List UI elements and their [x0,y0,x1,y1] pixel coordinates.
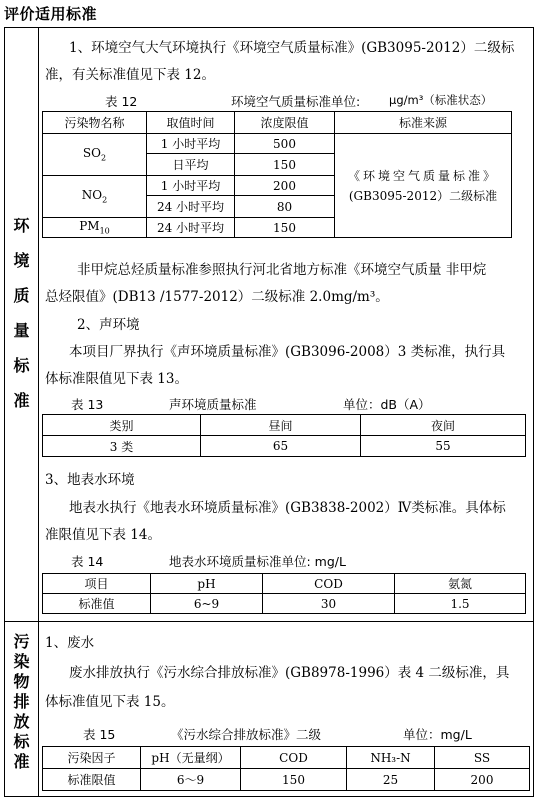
table15-cell: 25 [347,769,435,791]
table13-number: 表 13 [71,397,104,412]
table15-header: pH（无量纲） [141,747,241,769]
air-standard-paragraph-line1: 1、环境空气大气环境执行《环境空气质量标准》(GB3095-2012）二级标 [69,40,515,56]
table15-number: 表 15 [83,727,116,742]
sidebar-char: 境 [13,251,30,270]
table12-cell: 24 小时平均 [147,196,235,218]
table13-title: 声环境质量标准 [169,397,257,412]
table14-header: pH [151,574,263,594]
table15-cell: 200 [435,769,530,791]
table12-cell-so2: $SO_2$ [43,134,147,176]
table15-cell: 150 [241,769,347,791]
wastewater-paragraph-line2: 体标准值见下表 15。 [45,694,175,710]
wastewater-paragraph-line1: 废水排放执行《污水综合排放标准》(GB8978-1996）表 4 二级标准，具 [69,665,510,681]
nmhc-paragraph-line2: 总烃限值》(DB13 /1577-2012）二级标准 2.0mg/m³。 [45,289,389,305]
table13-header: 夜间 [361,415,526,436]
table13-noise-quality [42,414,526,457]
surface-water-paragraph-line2: 准限值见下表 14。 [45,527,161,543]
table12-cell: 500 [235,134,335,154]
table12-unit: μg/m³（标准状态） [389,93,493,107]
sidebar-char: 环 [13,216,30,235]
sidebar-char: 标 [13,732,30,751]
noise-paragraph-line2: 体标准限值见下表 13。 [45,371,188,387]
sidebar-char: 污 [13,632,30,651]
surface-water-heading: 3、地表水环境 [45,472,135,488]
nmhc-paragraph-line1: 非甲烷总烃质量标准参照执行河北省地方标准《环境空气质量 非甲烷 [77,262,487,278]
sidebar-char: 准 [13,391,30,410]
table12-cell: 日平均 [147,154,235,176]
noise-paragraph-line1: 本项目厂界执行《声环境质量标准》(GB3096-2008）3 类标准，执行具 [69,344,506,360]
table15-title: 《污水综合排放标准》二级 [171,727,322,742]
table14-surface-water [42,573,526,614]
table15-cell: 标准限值 [43,769,141,791]
table14-title: 地表水环境质量标准单位: mg/L [169,554,346,569]
air-standard-paragraph-line2: 准，有关标准值见下表 12。 [45,67,215,83]
table13-header: 类别 [43,415,201,436]
table13-cell: 55 [361,436,526,457]
table12-cell: 80 [235,196,335,218]
table12-air-quality [42,111,512,238]
table15-header: COD [241,747,347,769]
table15-cell: 6～9 [141,769,241,791]
sidebar-char: 排 [13,692,30,711]
env-quality-standard-label [5,218,38,409]
table14-cell: 标准值 [43,594,151,614]
table13-unit: 单位：dB（A） [343,397,431,412]
table15-header: 污染因子 [43,747,141,769]
sidebar-char: 量 [13,321,30,340]
table12-cell: 24 小时平均 [147,218,235,238]
surface-water-paragraph-line1: 地表水执行《地表水环境质量标准》(GB3838-2002）Ⅳ类标准。具体标 [69,500,506,516]
sidebar-char: 染 [13,652,30,671]
table12-source-cell [335,134,512,238]
table13-header: 昼间 [201,415,361,436]
page-title: 评价适用标准 [4,5,98,23]
sidebar-char: 质 [13,286,30,305]
table12-cell: 200 [235,176,335,196]
table15-header: SS [435,747,530,769]
table12-number: 表 12 [105,94,138,109]
table15-header: NH₃-N [347,747,435,769]
table14-header: COD [263,574,395,594]
section-divider [5,621,533,622]
pollutant-discharge-standard-label [5,634,38,770]
table14-header: 氨氮 [395,574,526,594]
table15-wastewater [42,746,530,791]
table14-cell: 30 [263,594,395,614]
sidebar-char: 标 [13,356,30,375]
table12-title: 环境空气质量标准单位: [231,94,361,109]
sidebar-char: 放 [13,712,30,731]
table15-unit: 单位：mg/L [403,727,472,742]
table12-header-limit: 浓度限值 [235,112,335,134]
table14-cell: 6~9 [151,594,263,614]
table12-source-line1: 《环境空气质量标准》 [347,168,498,183]
table14-number: 表 14 [71,554,104,569]
table12-cell-no2: $NO_2$ [43,176,147,218]
noise-heading: 2、声环境 [77,317,140,333]
wastewater-heading: 1、废水 [45,635,95,651]
table12-header-time: 取值时间 [147,112,235,134]
table12-cell: 150 [235,154,335,176]
table13-cell: 3 类 [43,436,201,457]
table14-header: 项目 [43,574,151,594]
table12-cell: 1 小时平均 [147,134,235,154]
table12-cell: 150 [235,218,335,238]
table12-header-source: 标准来源 [335,112,512,134]
table12-source-line2: (GB3095-2012）二级标准 [348,188,498,203]
table12-header-pollutant: 污染物名称 [43,112,147,134]
column-divider [38,28,39,796]
sidebar-char: 物 [13,672,30,691]
table12-cell: 1 小时平均 [147,176,235,196]
table12-cell-pm10: $PM_{10}$ [43,218,147,238]
table13-cell: 65 [201,436,361,457]
standards-frame [4,27,534,797]
sidebar-char: 准 [13,752,30,771]
table14-cell: 1.5 [395,594,526,614]
